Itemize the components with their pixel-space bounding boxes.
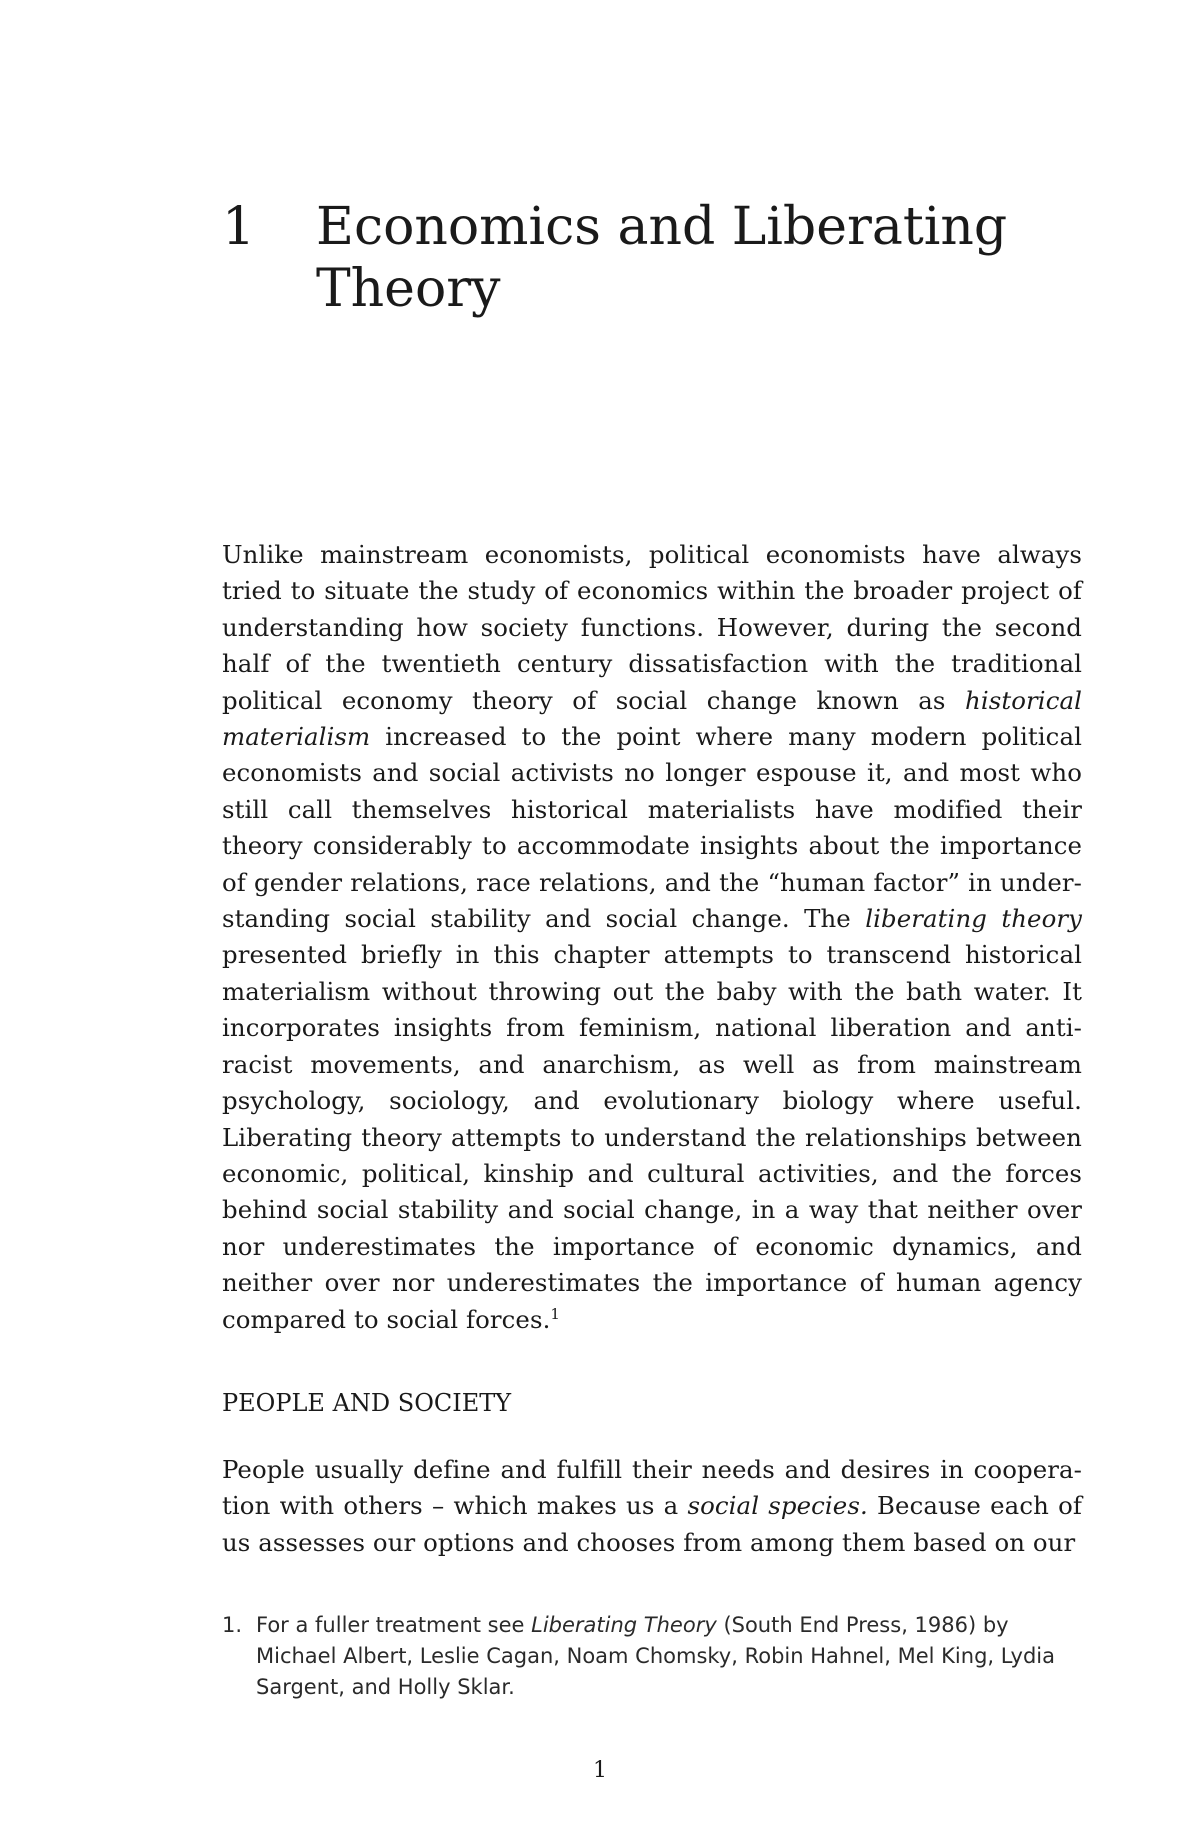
text-run: For a fuller treatment see <box>256 1613 532 1637</box>
footnote <box>222 1610 1082 1703</box>
chapter-title <box>316 196 1076 320</box>
footnote-number: 1. <box>222 1613 243 1637</box>
emphasis-liberating-theory: liberating theory <box>865 904 1083 934</box>
chapter-title-line-1: Economics and Liberating <box>316 197 1008 257</box>
text-run: Because each of us assesses our options and chooses from among them based on our <box>222 1491 1082 1557</box>
section-paragraph <box>222 1452 1082 1561</box>
chapter-number: 1 <box>222 197 256 257</box>
intro-paragraph <box>222 537 1082 1338</box>
text-run: Unlike mainstream economists, political economists have always tried to situate the study of economics within the broader project of understanding how society functions. However, during the second half of the twentieth century dissatisfaction with the traditional political economy theory of social change known as <box>222 540 1082 715</box>
emphasis-historical-materialism: historical materialism <box>222 685 1082 752</box>
footnote-book-title: Liberating Theory <box>531 1613 717 1637</box>
footnote-text <box>256 1610 1082 1703</box>
text-run: People usually define and fulfill their needs and desires in coopera-tion with others – which makes us a <box>222 1455 1082 1521</box>
chapter-title-line-2: Theory <box>316 259 501 319</box>
section-heading: PEOPLE AND SOCIETY <box>222 1389 512 1417</box>
text-run: (South End Press, 1986) by Michael Albert, Leslie Cagan, Noam Chomsky, Robin Hahnel, Mel King, Lydia Sargent, and Holly Sklar. <box>256 1613 1055 1699</box>
text-run: increased to the point where many modern political economists and social activists no longer espouse it, and most who still call themselves historical materialists have modified their theory considerably to accommodate insights about the importance of gender relations, race relations, and the “human factor” in under-standing social stability and social change. The <box>222 722 1082 934</box>
footnote-reference[interactable]: 1 <box>550 1304 561 1323</box>
emphasis-social-species: social species. <box>687 1491 868 1521</box>
page-number: 1 <box>593 1758 607 1783</box>
text-run: presented briefly in this chapter attempts to transcend historical materialism without throwing out the baby with the bath water. It incorporates insights from feminism, national liberation and anti-racist movements, and anarchism, as well as from mainstream psychology, sociology, and evolutionary biology where useful. Liberating theory attempts to understand the relationships between economic, political, kinship and cultural activities, and the forces behind social stability and social change, in a way that neither over nor underestimates the importance of economic dynamics, and neither over nor underestimates the importance of human agency compared to social forces. <box>222 940 1082 1334</box>
